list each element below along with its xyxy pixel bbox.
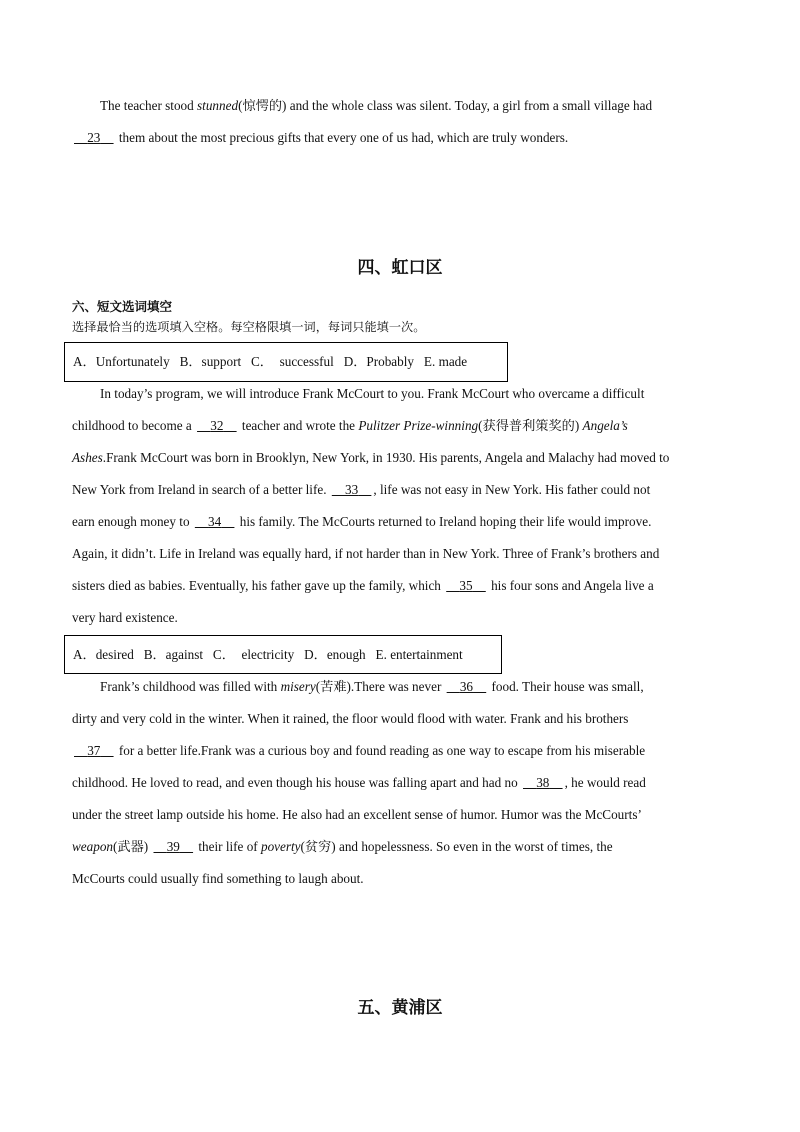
option-e: E. entertainment [375, 647, 463, 662]
para2-line-3 [72, 742, 645, 760]
para2-line-5: under the street lamp outside his home. He also had an excellent sense of humor. Humor was the McCourts’ [72, 807, 642, 822]
option-a: A．Unfortunately [73, 354, 170, 369]
text-segment: their life of [195, 839, 261, 854]
option-e: E. made [423, 354, 468, 369]
option-c: C． electricity [212, 647, 295, 662]
para2-line-6 [72, 838, 613, 856]
answer-blank-32[interactable]: 32 [210, 418, 224, 433]
intro-line-1 [100, 97, 652, 115]
answer-blank-33[interactable]: 33 [345, 482, 359, 497]
text-segment: .Frank McCourt was born in Brooklyn, New York, in 1930. His parents, Angela and Malachy had moved to [102, 450, 670, 465]
answer-blank-35[interactable]: 35 [459, 578, 473, 593]
italic-word: misery [280, 679, 316, 694]
italic-title: Angela’s [582, 418, 628, 433]
option-b: B．against [143, 647, 204, 662]
para1-line-5 [72, 513, 651, 531]
answer-blank-37[interactable]: 37 [87, 743, 101, 758]
word-bank-options [73, 644, 463, 663]
para2-line-7: McCourts could usually find something to laugh about. [72, 871, 364, 886]
para1-line-4 [72, 481, 650, 499]
option-c: C． successful [251, 354, 334, 369]
para2-line-1 [100, 678, 644, 696]
text-segment: (获得普利策奖的) [478, 418, 583, 433]
text-segment: , life was not easy in New York. His father could not [373, 482, 651, 497]
instruction-text: 选择最恰当的选项填入空格。每空格限填一词，每词只能填一次。 [72, 320, 426, 334]
part-title: 六、短文选词填空 [72, 299, 173, 314]
para2-line-2: dirty and very cold in the winter. When it rained, the floor would flood with water. Frank and his brothers [72, 711, 629, 726]
text-segment: Frank’s childhood was filled with [100, 679, 281, 694]
answer-blank-38[interactable]: 38 [536, 775, 550, 790]
para1-line-7 [72, 577, 654, 595]
answer-blank-34[interactable]: 34 [208, 514, 222, 529]
para2-line-4 [72, 774, 646, 792]
para1-line-8: very hard existence. [72, 610, 178, 625]
text-segment: sisters died as babies. Eventually, his father gave up the family, which [72, 578, 445, 593]
text-segment: childhood. He loved to read, and even though his house was falling apart and had no [72, 775, 521, 790]
text-segment: New York from Ireland in search of a better life. [72, 482, 330, 497]
intro-line-2 [72, 129, 568, 147]
text-segment: The teacher stood [100, 98, 198, 113]
text-segment: , he would read [564, 775, 646, 790]
answer-blank-39[interactable]: 39 [166, 839, 180, 854]
text-segment: teacher and wrote the [238, 418, 359, 433]
text-segment: his family. The McCourts returned to Ireland hoping their life would improve. [236, 514, 652, 529]
option-d: D．enough [304, 647, 366, 662]
text-segment: his four sons and Angela live a [487, 578, 654, 593]
option-a: A．desired [73, 647, 134, 662]
text-segment: (武器) [113, 839, 152, 854]
word-bank-box-2 [64, 635, 502, 674]
option-b: B．support [179, 354, 242, 369]
para1-line-6: Again, it didn’t. Life in Ireland was equally hard, if not harder than in New York. Three of Frank’s brothers and [72, 546, 660, 561]
italic-title: Ashes [72, 450, 103, 465]
answer-blank-23[interactable]: 23 [87, 130, 101, 145]
para1-line-1: In today’s program, we will introduce Frank McCourt to you. Frank McCourt who overcame a difficult [100, 386, 645, 401]
para1-line-3 [72, 449, 669, 467]
word-bank-options [73, 351, 467, 370]
text-segment: childhood to become a [72, 418, 196, 433]
answer-blank-36[interactable]: 36 [459, 679, 474, 694]
section-title-huangpu: 五、黄浦区 [357, 998, 443, 1018]
text-segment: for a better life.Frank was a curious boy and found reading as one way to escape from his miserable [115, 743, 646, 758]
option-d: D．Probably [343, 354, 415, 369]
italic-word: weapon [72, 839, 114, 854]
word-bank-box-1 [64, 342, 508, 382]
italic-word: poverty [260, 839, 301, 854]
text-segment: (苦难).There was never [315, 679, 445, 694]
section-title-hongkou: 四、虹口区 [357, 258, 443, 278]
text-segment: (惊愕的) and the whole class was silent. Today, a girl from a small village had [238, 98, 653, 113]
italic-word: stunned [197, 98, 239, 113]
text-segment: food. Their house was small, [488, 679, 644, 694]
text-segment: (贫穷) and hopelessness. So even in the worst of times, the [300, 839, 613, 854]
italic-phrase: Pulitzer Prize-winning [358, 418, 479, 433]
para1-line-2 [72, 417, 628, 435]
text-segment: them about the most precious gifts that every one of us had, which are truly wonders. [115, 130, 569, 145]
text-segment: earn enough money to [72, 514, 193, 529]
